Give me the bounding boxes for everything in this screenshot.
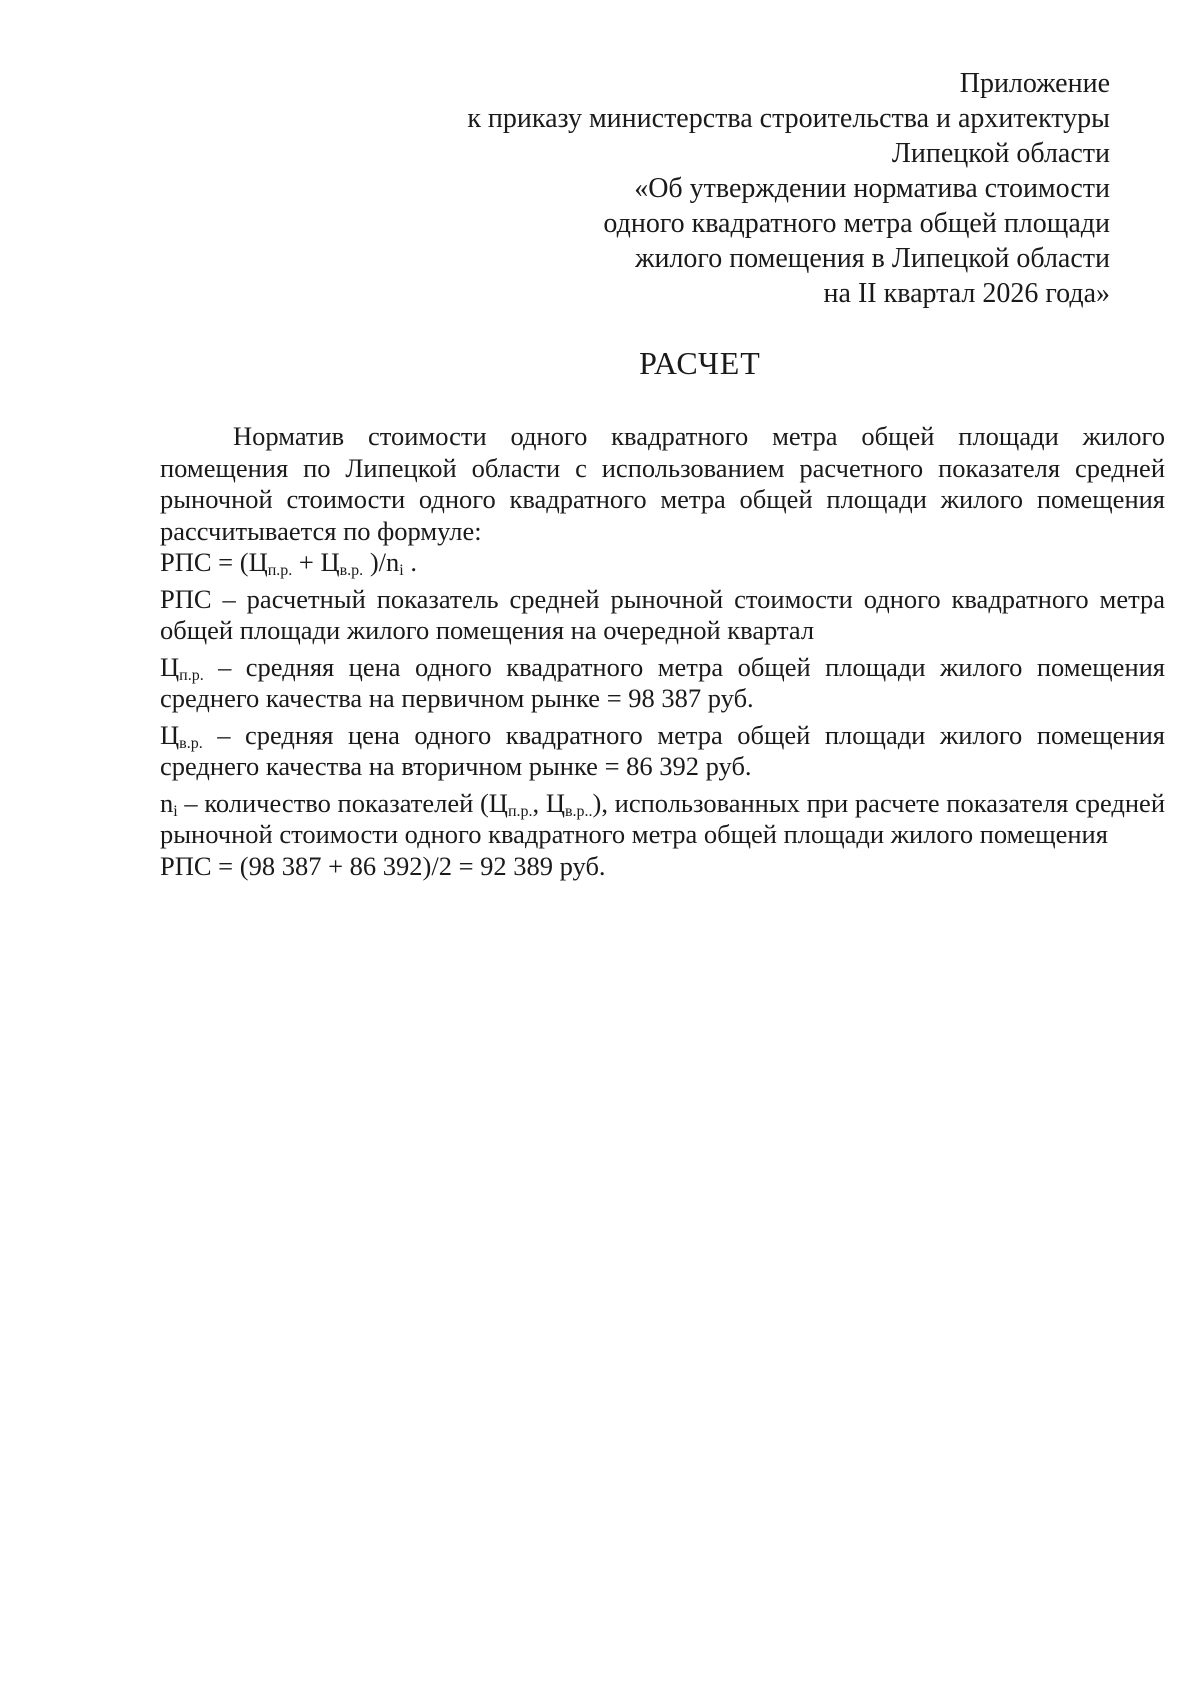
header-line-region: Липецкой области <box>891 138 1110 169</box>
definition-secondary-price: $Ц_{в.р.}$ – средняя цена одного квадратного метра общей площади жилого помещения среднего качества на вторичном рынке = 86 392 руб. <box>160 719 1165 781</box>
definition-indicator-count: $n_i$ – количество показателей ($Ц_{п.р.}$, $Ц_{в.р..}$), использованных при расчете показателя средней рыночной стоимости одного квадратного метра общей площади жилого помещения <box>160 787 1165 849</box>
intro-paragraph: Норматив стоимости одного квадратного метра общей площади жилого помещения по Липецкой области с использованием расчетного показателя средней рыночной стоимости одного квадратного метра общей площади жилого помещения рассчитывается по формуле: <box>160 421 1165 546</box>
header-line-title-3: жилого помещения в Липецкой области <box>635 243 1110 274</box>
header-line-title-4: на II квартал 2026 года» <box>823 278 1110 309</box>
header-line-order: к приказу министерства строительства и архитектуры <box>467 103 1110 134</box>
formula-line: РПС = ($Ц_{п.р.} + Ц_{в.р.}$ )$/n_i$ . <box>160 547 417 579</box>
result-line: РПС = (98 387 + 86 392)/2 = 92 389 руб. <box>160 850 606 881</box>
header-line-appendix: Приложение <box>959 68 1110 99</box>
header-line-title-2: одного квадратного метра общей площади <box>603 208 1110 239</box>
document-body <box>160 421 1165 882</box>
definition-rps: РПС – расчетный показатель средней рыночной стоимости одного квадратного метра общей площади жилого помещения на очередной квартал <box>160 583 1165 645</box>
header-line-title-1: «Об утверждении норматива стоимости <box>634 173 1110 204</box>
definition-primary-price: $Ц_{п.р.}$ – средняя цена одного квадратного метра общей площади жилого помещения среднего качества на первичном рынке = 98 387 руб. <box>160 651 1165 713</box>
document-title: РАСЧЕТ <box>639 345 761 381</box>
appendix-header <box>350 66 1110 311</box>
